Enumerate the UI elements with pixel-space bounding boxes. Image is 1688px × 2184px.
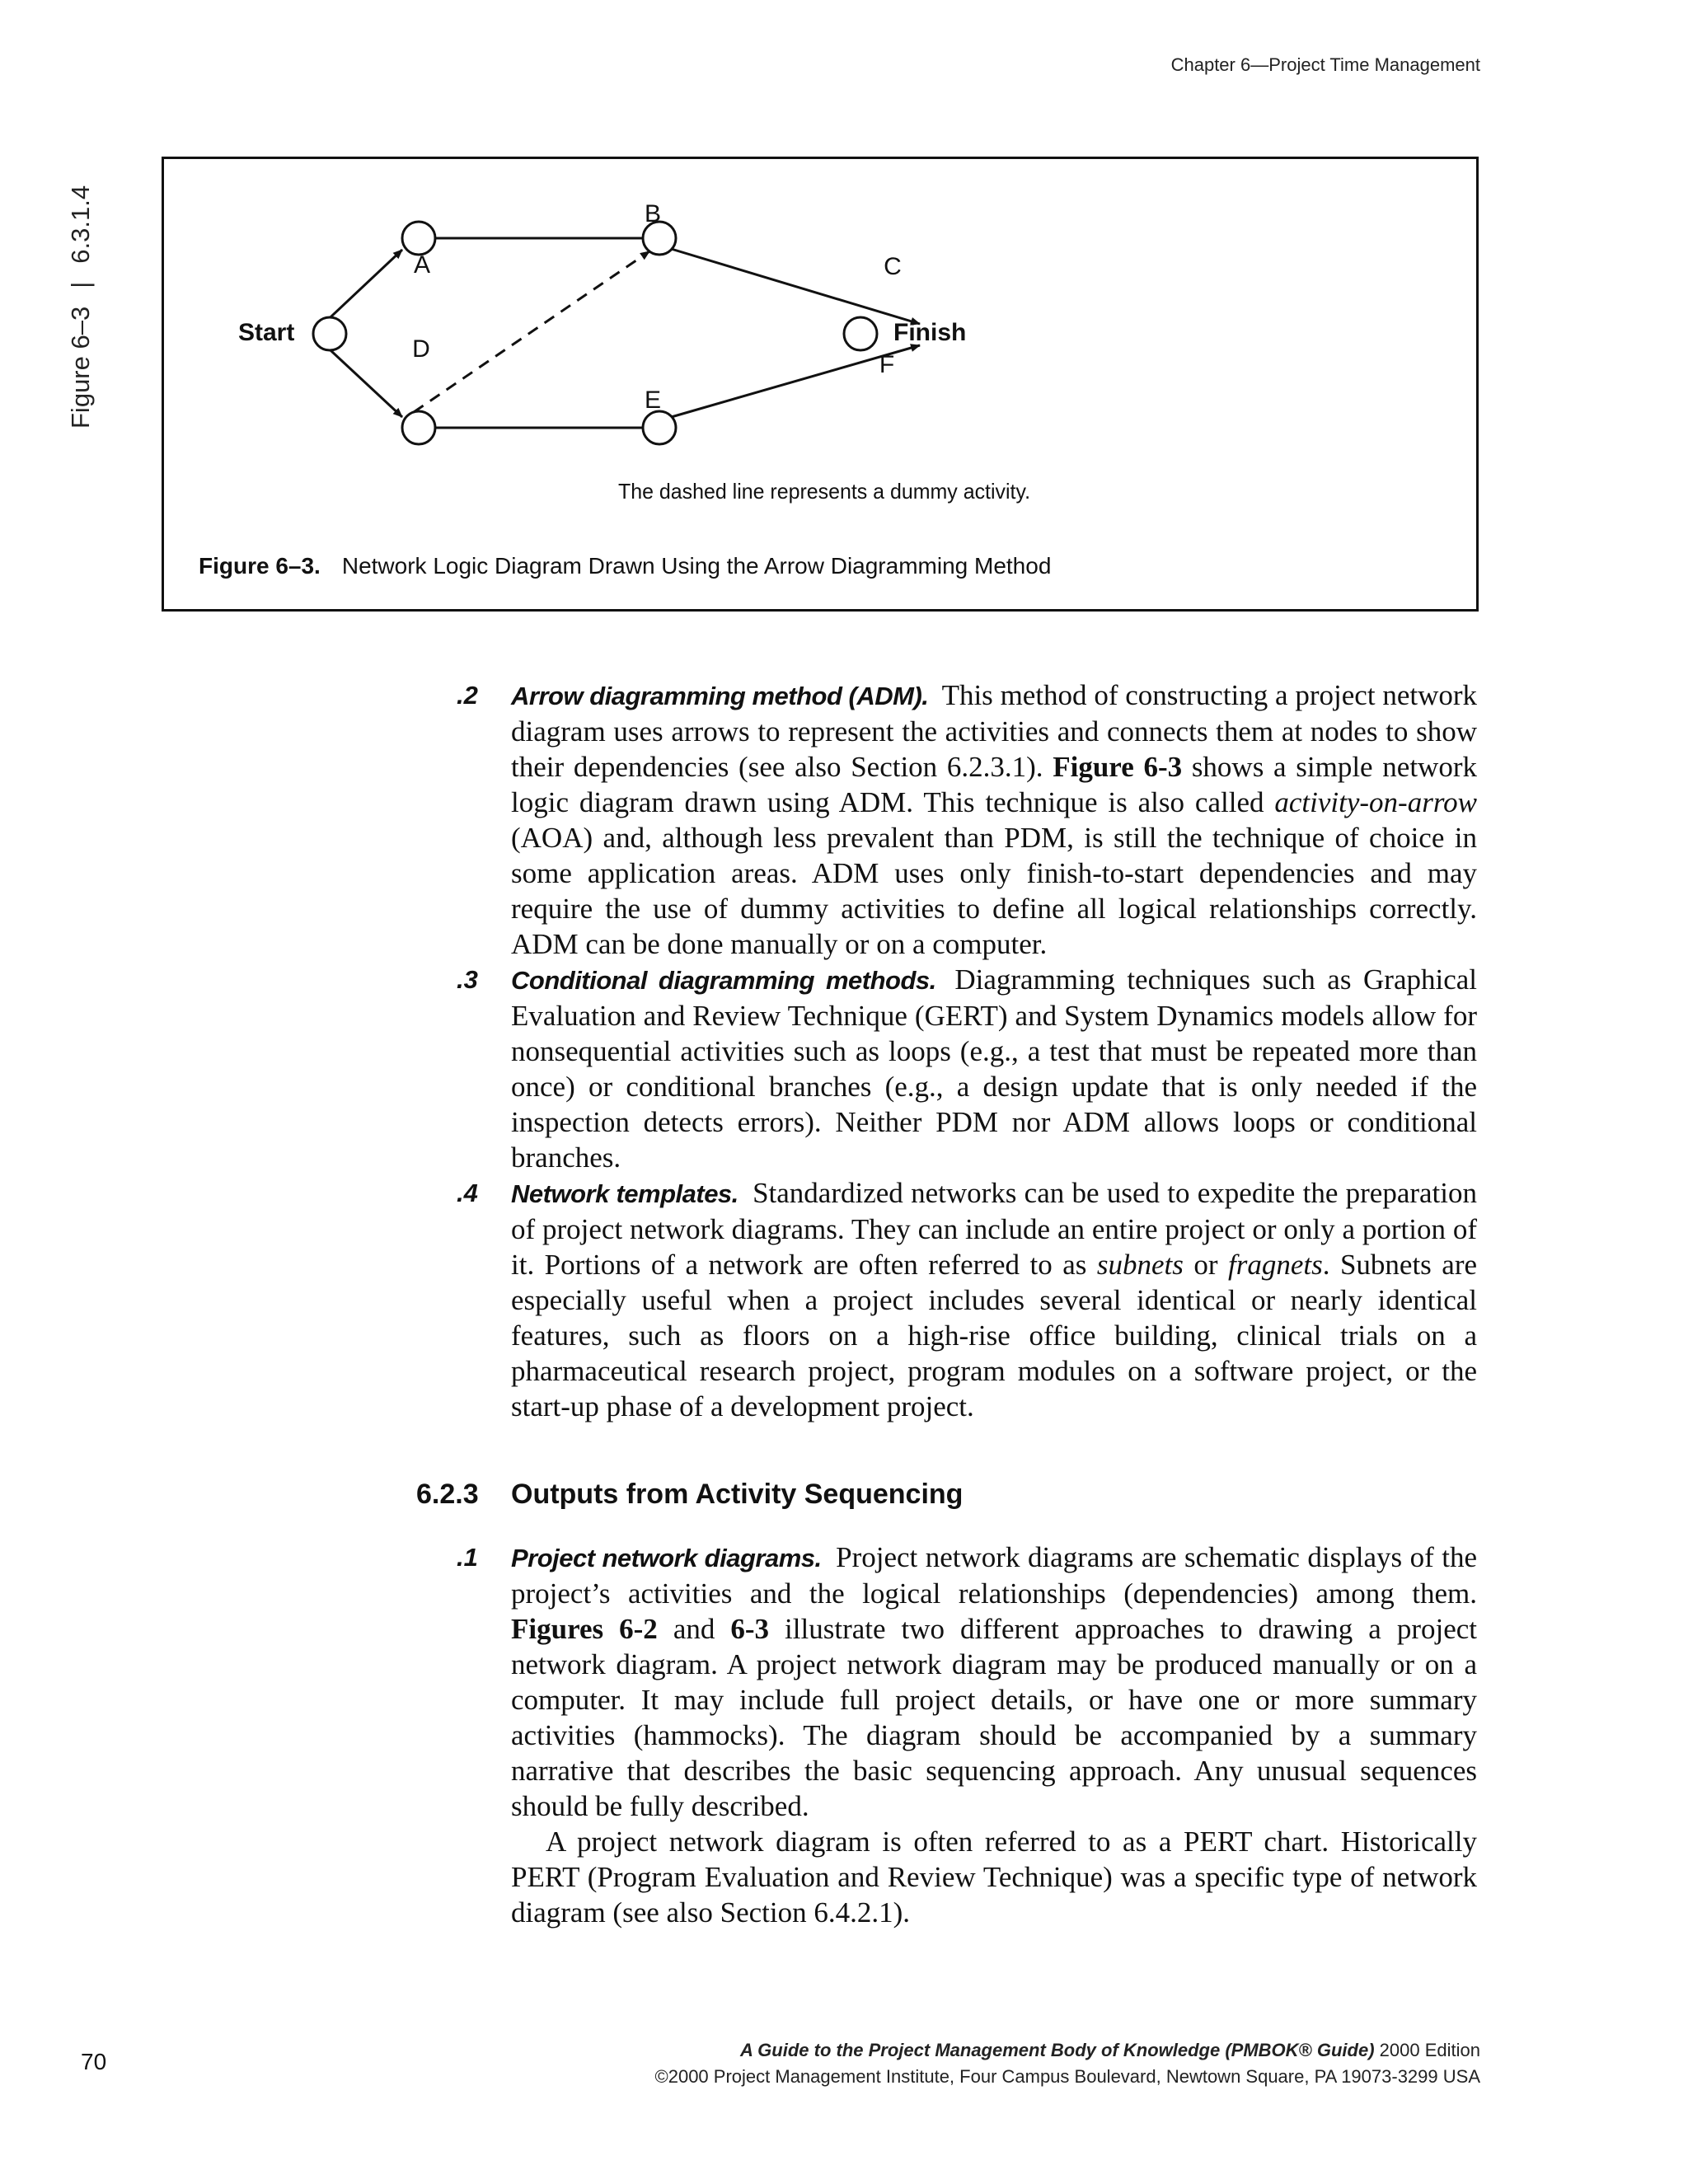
item-text: Project network diagrams are schematic displays of the project’s activities and the logical relationships (dependencies) among them. xyxy=(511,1541,1478,1610)
item-text: shows a simple network logic diagram drawn using ADM. This technique is also called xyxy=(511,751,1477,818)
figure-reference: Figure 6-3 xyxy=(1053,751,1183,783)
figure-reference: 6-3 xyxy=(730,1613,770,1645)
item-text: . Subnets are especially useful when a project includes several identical or nearly identical features, such as floors on a high-rise office building, clinical trials on a pharmaceutical research project, program modules on a software project, or the start-up phase of a development project. xyxy=(511,1249,1478,1422)
activity-label-d: D xyxy=(412,335,430,363)
item-text: and xyxy=(673,1613,715,1645)
item-heading: Project network diagrams. xyxy=(511,1544,822,1572)
list-item-conditional xyxy=(457,962,1477,1175)
caption-text: Network Logic Diagram Drawn Using the Arrow Diagramming Method xyxy=(341,553,1052,579)
item-marker: .4 xyxy=(457,1179,478,1207)
item-text: Standardized networks can be used to expedite the preparation of project network diagrams. They can include an entire project or only a portion of it. Portions of a network are often referred to as xyxy=(511,1177,1477,1281)
list-item-adm xyxy=(457,677,1478,962)
item-heading: Arrow diagramming method (ADM). xyxy=(511,682,929,710)
node-4 xyxy=(643,411,676,444)
side-figure-label: Figure 6–3 xyxy=(66,306,95,429)
page-number: 70 xyxy=(81,2049,107,2074)
side-separator: | xyxy=(66,281,95,288)
figure-reference: Figures 6-2 xyxy=(511,1613,658,1645)
list-item-templates xyxy=(457,1175,1478,1424)
activity-label-c: C xyxy=(884,253,902,280)
dummy-arrow xyxy=(414,251,649,412)
finish-label: Finish xyxy=(893,318,967,346)
item-marker: .2 xyxy=(457,681,478,710)
side-label xyxy=(66,185,96,429)
item-text: This method of constructing a project network diagram uses arrows to represent the activities and connects them at nodes to show their dependencies (see also Section 6.2.3.1). xyxy=(511,679,1478,783)
node-finish xyxy=(844,317,877,350)
paragraph: A project network diagram is often referred to as a PERT chart. Historically PERT (Program Evaluation and Review Technique) was a specific type of network diagram (see also Section 6.4.2.1). xyxy=(511,1825,1477,1929)
network-diagram xyxy=(164,159,1481,614)
caption-number: Figure 6–3. xyxy=(199,553,321,579)
outputs-list xyxy=(457,1540,1478,1930)
node-start xyxy=(313,317,346,350)
item-text: Diagramming techniques such as Graphical Evaluation and Review Technique (GERT) and System Dynamics models allow for nonsequential activities such as loops (e.g., a test that must be repeated more than once) or conditional branches (e.g., a design update that is only needed if the inspection detects errors). Neither PDM nor ADM allows loops or conditional branches. xyxy=(511,963,1477,1174)
emphasis-term: activity-on-arrow xyxy=(1274,786,1477,818)
node-1 xyxy=(402,222,435,255)
item-text: (AOA) and, although less prevalent than PDM, is still the technique of choice in some application areas. ADM uses only finish-to-start dependencies and may require the use of dummy activities to define all logical relationships correctly. ADM can be done manually or on a computer. xyxy=(511,822,1477,960)
emphasis-term: fragnets xyxy=(1227,1249,1323,1281)
emphasis-term: subnets xyxy=(1096,1249,1184,1281)
item-marker: .3 xyxy=(457,965,478,994)
activity-label-a: A xyxy=(413,251,431,279)
running-head: Chapter 6—Project Time Management xyxy=(1170,54,1480,75)
arrow-c xyxy=(668,248,920,324)
item-heading: Conditional diagramming methods. xyxy=(511,966,936,995)
item-text: or xyxy=(1193,1249,1218,1281)
figure-caption xyxy=(199,553,1051,579)
technique-list xyxy=(457,677,1478,1424)
activity-label-e: E xyxy=(644,387,662,414)
dummy-note: The dashed line represents a dummy activity. xyxy=(617,480,1031,504)
footer xyxy=(655,2037,1480,2090)
figure-6-3 xyxy=(162,157,1479,612)
activity-label-b: B xyxy=(644,200,662,227)
footer-copyright: ©2000 Project Management Institute, Four Campus Boulevard, Newtown Square, PA 19073-3299 USA xyxy=(654,2066,1480,2087)
footer-title: A Guide to the Project Management Body of Knowledge (PMBOK® Guide) xyxy=(740,2040,1375,2060)
section-heading xyxy=(416,1479,963,1511)
activity-label-f: F xyxy=(879,351,895,378)
section-number: 6.2.3 xyxy=(416,1479,479,1510)
item-text: illustrate two different approaches to drawing a project network diagram. A project network diagram may be produced manually or on a computer. It may include full project details, or have one or more summary activities (hammocks). The diagram should be accompanied by a summary narrative that describes the basic sequencing approach. Any unusual sequences should be fully described. xyxy=(511,1613,1477,1822)
item-marker: .1 xyxy=(457,1543,478,1572)
start-label: Start xyxy=(238,318,295,346)
section-title: Outputs from Activity Sequencing xyxy=(511,1479,964,1510)
item-heading: Network templates. xyxy=(511,1179,738,1208)
list-item-network-diagrams xyxy=(457,1540,1478,1930)
node-2 xyxy=(402,411,435,444)
side-section-label: 6.3.1.4 xyxy=(66,185,95,264)
footer-edition: 2000 Edition xyxy=(1379,2040,1480,2060)
